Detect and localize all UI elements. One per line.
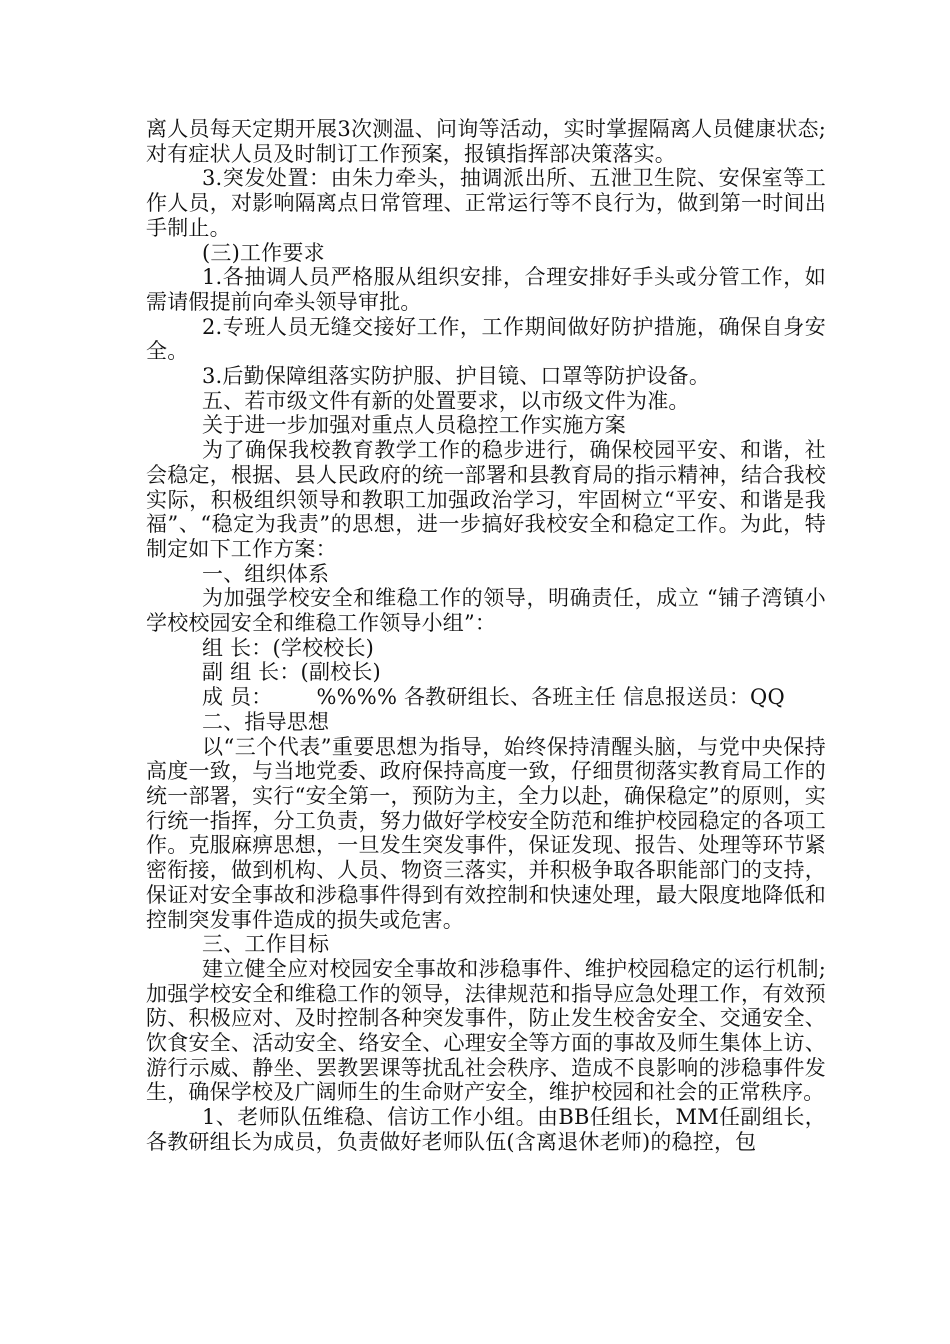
document-subtitle: 关于进一步加强对重点人员稳控工作实施方案 xyxy=(202,413,626,438)
paragraph-2: 3.突发处置：由朱力牵头，抽调派出所、五泄卫生院、安保室等工作人员，对影响隔离点日常管理、正常运行等不良行为，做到第一时间出手制止。 xyxy=(146,166,826,240)
paragraph-7: 五、若市级文件有新的处置要求，以市级文件为准。 xyxy=(202,388,690,413)
paragraph-work-goals: 建立健全应对校园安全事故和涉稳事件、维护校园稳定的运行机制;加强学校安全和维稳工作的领导，法律规范和指导应急处理工作，有效预防、积极应对、及时控制各种突发事件，防止发生校舍安全、交通安全、饮食安全、活动安全、络安全、心理安全等方面的事故及师生集体上访、游行示威、静坐、罢教罢课等扰乱社会秩序、造成不良影响的涉稳事件发生，确保学校及广阔师生的生命财产安全，维护校园和社会的正常秩序。 xyxy=(146,956,826,1105)
paragraph-5: 2.专班人员无缝交接好工作，工作期间做好防护措施，确保自身安全。 xyxy=(146,314,826,364)
paragraph-11: 为加强学校安全和维稳工作的领导，明确责任，成立 “铺子湾镇小学校校园安全和维稳工作领导小组”： xyxy=(146,586,826,636)
members-value: %%%% 各教研组长、各班主任 信息报送员：QQ xyxy=(316,685,785,710)
deputy-leader-line: 副 组 长：(副校长) xyxy=(202,660,381,685)
paragraph-6: 3.后勤保障组落实防护服、护目镜、口罩等防护设备。 xyxy=(202,364,711,389)
section-heading-guiding-ideology: 二、指导思想 xyxy=(202,709,330,734)
section-heading-organization: 一、组织体系 xyxy=(202,561,330,586)
section-heading-work-goals: 三、工作目标 xyxy=(202,932,330,957)
paragraph-guiding-ideology: 以“三个代表”重要思想为指导，始终保持清醒头脑，与党中央保持高度一致，与当地党委、政府保持高度一致，仔细贯彻落实教育局工作的统一部署，实行“安全第一，预防为主，全力以赴，确保稳定”的原则，实行统一指挥，分工负责，努力做好学校安全防范和维护校园稳定的各项工作。克服麻痹思想，一旦发生突发事件，保证发现、报告、处理等环节紧密衔接，做到机构、人员、物资三落实，并积极争取各职能部门的支持，保证对安全事故和涉稳事件得到有效控制和快速处理，最大限度地降低和控制突发事件造成的损失或危害。 xyxy=(146,734,826,932)
team-leader-line: 组 长：(学校校长) xyxy=(202,635,375,660)
members-line xyxy=(146,685,826,710)
paragraph-4: 1.各抽调人员严格服从组织安排，合理安排好手头或分管工作，如需请假提前向牵头领导审批。 xyxy=(146,265,826,314)
paragraph-9: 为了确保我校教育教学工作的稳步进行，确保校园平安、和谐，社会稳定，根据、县人民政府的统一部署和县教育局的指示精神，结合我校实际，积极组织领导和教职工加强政治学习，牢固树立“平安、和谐是我福”、“稳定为我责”的思想，进一步搞好我校安全和稳定工作。为此，特制定如下工作方案： xyxy=(146,438,826,561)
section-heading-work-requirements: (三)工作要求 xyxy=(202,240,325,265)
document-body xyxy=(146,117,826,1155)
members-label: 成 员： xyxy=(202,685,273,710)
paragraph-teacher-team: 1、老师队伍维稳、信访工作小组。由BB任组长，MM任副组长，各教研组长为成员，负责做好老师队伍(含离退休老师)的稳控，包 xyxy=(146,1105,826,1154)
paragraph-1: 离人员每天定期开展3次测温、问询等活动，实时掌握隔离人员健康状态;对有症状人员及时制订工作预案，报镇指挥部决策落实。 xyxy=(146,117,826,166)
